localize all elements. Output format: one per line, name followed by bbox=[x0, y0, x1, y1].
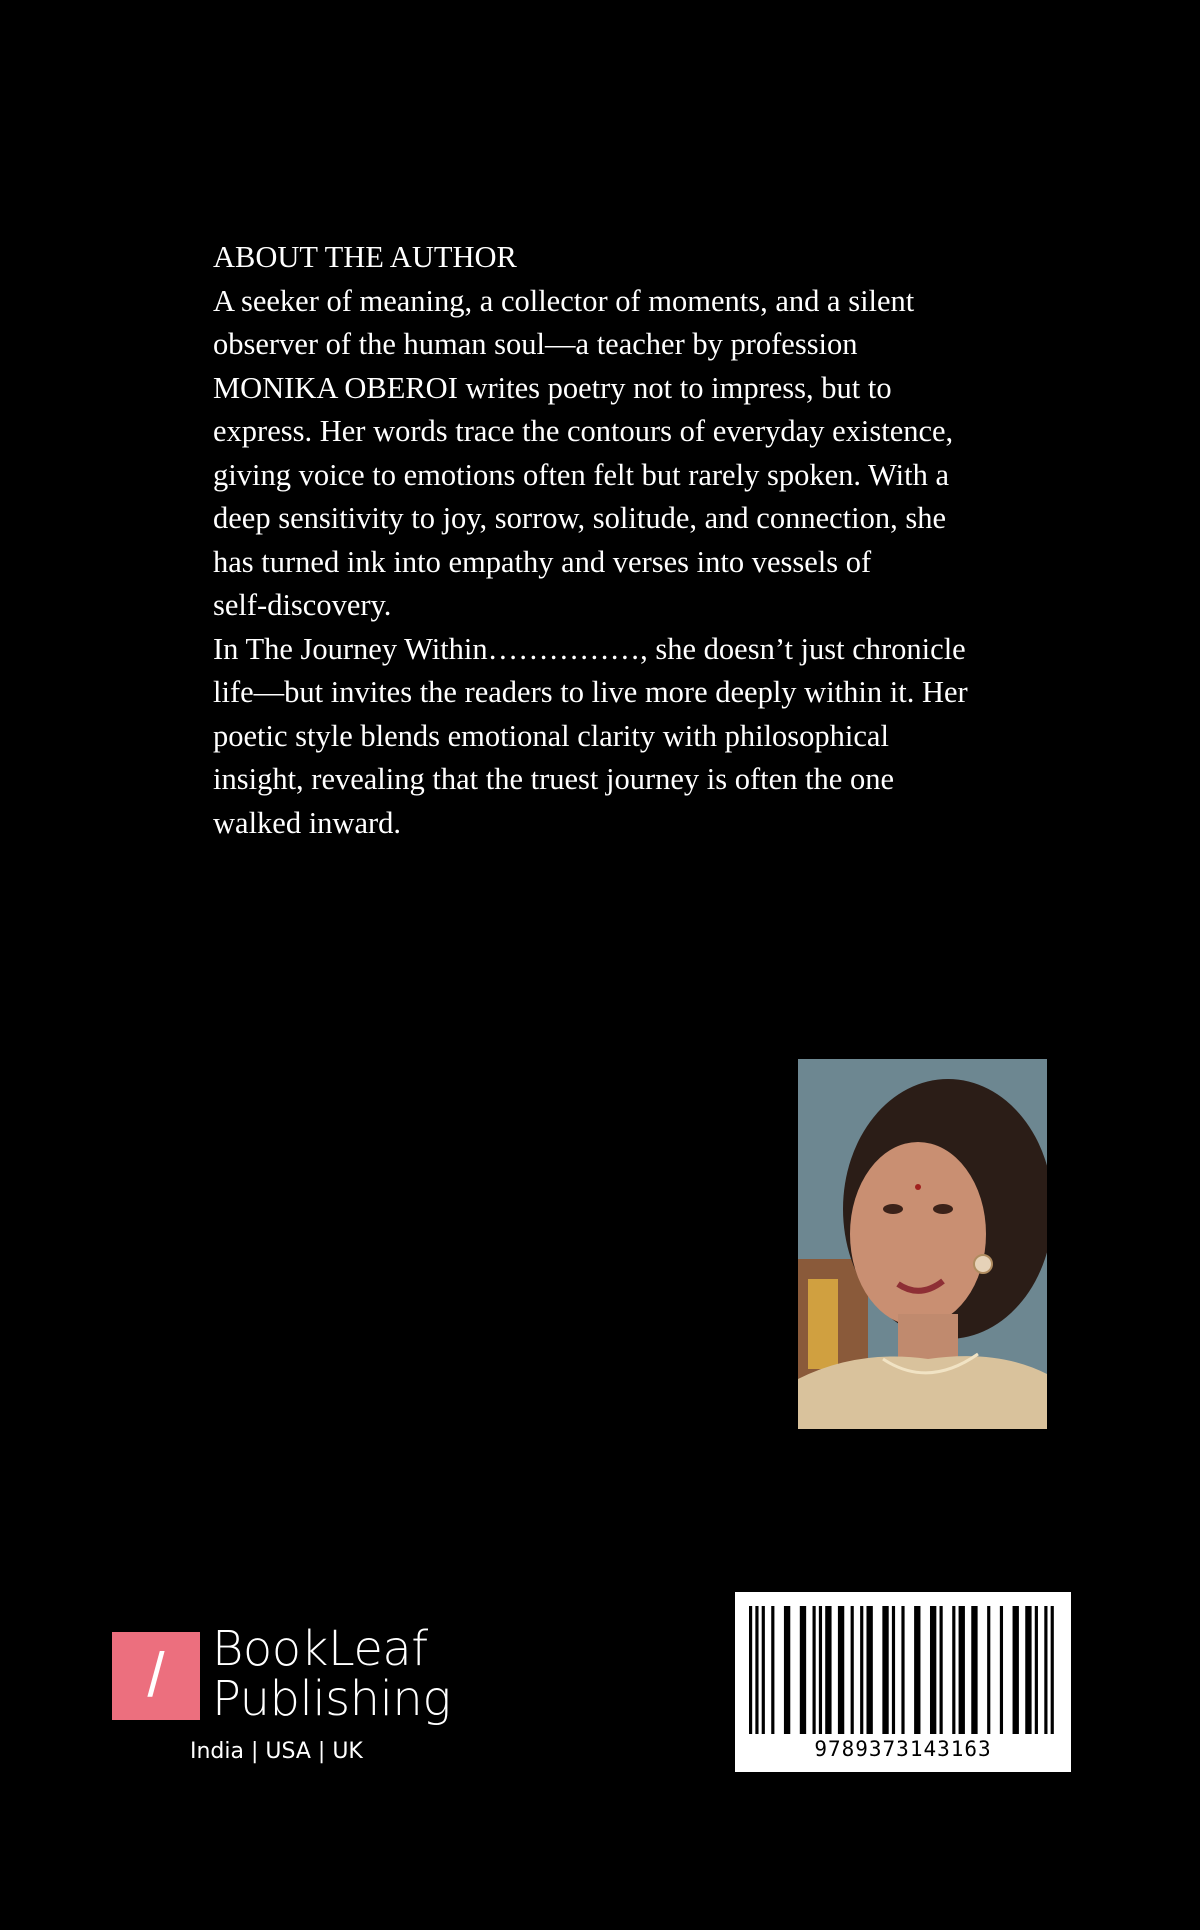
barcode-bar bbox=[914, 1606, 920, 1734]
barcode-bar bbox=[749, 1606, 752, 1734]
barcode-bar bbox=[838, 1606, 844, 1734]
barcode-bar bbox=[800, 1606, 806, 1734]
barcode-bar bbox=[762, 1606, 765, 1734]
barcode-bar bbox=[771, 1606, 774, 1734]
barcode-bar bbox=[1051, 1606, 1054, 1734]
barcode-bar bbox=[1013, 1606, 1019, 1734]
barcode-bar bbox=[813, 1606, 816, 1734]
barcode-bar bbox=[1000, 1606, 1003, 1734]
publisher-name bbox=[212, 1621, 451, 1727]
text-line: In The Journey Within……………, she doesn’t just chronicle bbox=[213, 631, 966, 666]
barcode-bar bbox=[892, 1606, 895, 1734]
isbn-number: 9789373143163 bbox=[814, 1737, 992, 1761]
publisher-name-line-2: Publishing bbox=[212, 1671, 451, 1727]
publisher-regions: India | USA | UK bbox=[190, 1739, 363, 1764]
barcode-bar bbox=[987, 1606, 990, 1734]
text-line: giving voice to emotions often felt but rarely spoken. With a bbox=[213, 457, 949, 492]
text-line: A seeker of meaning, a collector of moments, and a silent bbox=[213, 283, 915, 318]
barcode-bar bbox=[930, 1606, 936, 1734]
publisher-logo bbox=[112, 1632, 200, 1720]
barcode-bar bbox=[755, 1606, 758, 1734]
text-line: self-discovery. bbox=[213, 588, 392, 622]
barcode-bar bbox=[1025, 1606, 1031, 1734]
isbn-barcode bbox=[735, 1592, 1071, 1772]
publisher-name-line-1: BookLeaf bbox=[212, 1621, 428, 1677]
barcode-bar bbox=[971, 1606, 977, 1734]
about-paragraph-2 bbox=[213, 628, 1073, 846]
barcode-bar bbox=[940, 1606, 943, 1734]
about-paragraph-1 bbox=[213, 280, 1073, 628]
barcode-bar bbox=[901, 1606, 904, 1734]
author-photo bbox=[798, 1059, 1047, 1429]
text-line: express. Her words trace the contours of everyday existence, bbox=[213, 414, 954, 448]
text-line: poetic style blends emotional clarity with philosophical bbox=[213, 718, 889, 753]
text-line: insight, revealing that the truest journey is often the one bbox=[213, 762, 894, 796]
barcode-bar bbox=[1035, 1606, 1038, 1734]
barcode-bar bbox=[860, 1606, 863, 1734]
barcode-bar bbox=[784, 1606, 790, 1734]
text-line: MONIKA OBEROI writes poetry not to impress, but to bbox=[213, 370, 892, 405]
barcode-bar bbox=[866, 1606, 872, 1734]
about-the-author bbox=[213, 236, 1073, 845]
slash-logo-icon: / bbox=[147, 1641, 165, 1710]
barcode-bar bbox=[825, 1606, 831, 1734]
barcode-bar bbox=[1044, 1606, 1047, 1734]
text-line: observer of the human soul—a teacher by profession bbox=[213, 327, 858, 361]
barcode-bar bbox=[959, 1606, 965, 1734]
barcode-bar bbox=[819, 1606, 822, 1734]
portrait-illustration bbox=[798, 1059, 1047, 1429]
about-heading: ABOUT THE AUTHOR bbox=[213, 240, 517, 274]
text-line: walked inward. bbox=[213, 805, 402, 840]
barcode-bar bbox=[851, 1606, 854, 1734]
barcode-bars bbox=[749, 1606, 1057, 1734]
text-line: deep sensitivity to joy, sorrow, solitude, and connection, she bbox=[213, 501, 946, 535]
text-line: life—but invites the readers to live more deeply within it. Her bbox=[213, 675, 968, 709]
barcode-bar bbox=[882, 1606, 888, 1734]
text-line: has turned ink into empathy and verses into vessels of bbox=[213, 544, 872, 579]
barcode-bar bbox=[952, 1606, 955, 1734]
